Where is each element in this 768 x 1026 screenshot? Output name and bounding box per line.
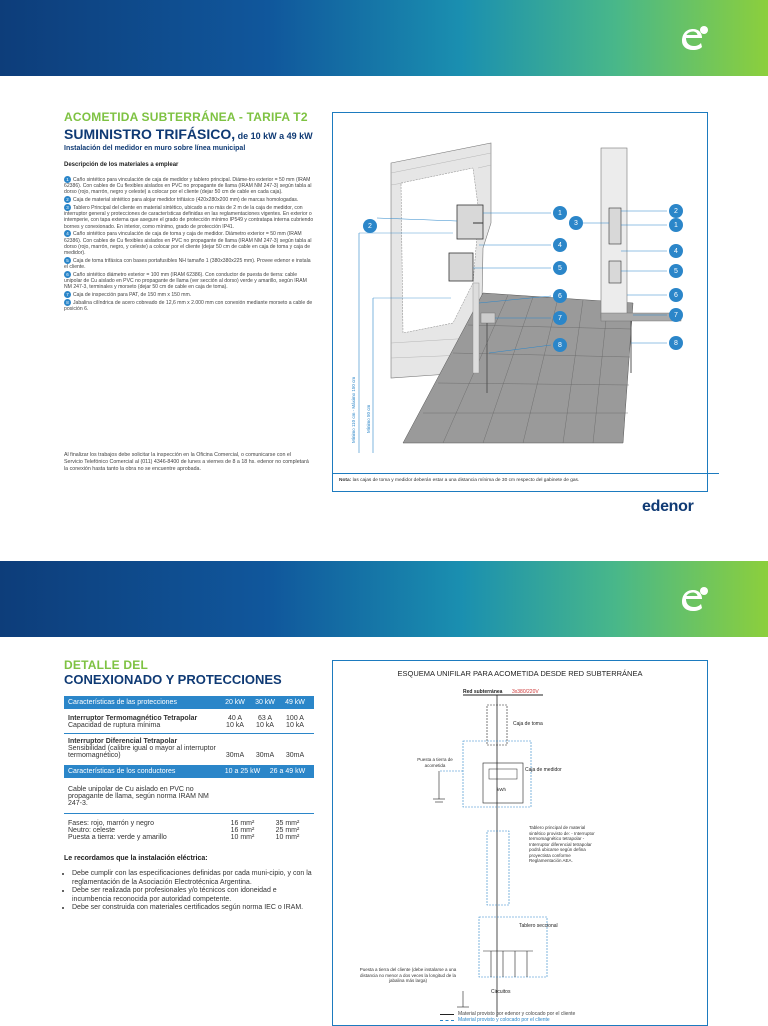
- dim-min-label: Mínimo 50 cm: [366, 404, 371, 433]
- header-band-2: [0, 561, 768, 637]
- callout-badge: 8: [669, 336, 683, 350]
- reminder-list: [64, 870, 314, 913]
- item-text: Caja de material sintético para alojar medidor trifásico (420x280x200 mm) de marcas homologadas.: [73, 197, 299, 204]
- item-number-badge: 5: [64, 257, 71, 264]
- list-item: [64, 196, 314, 203]
- callout-badge: 5: [669, 264, 683, 278]
- footer-brand: edenor: [642, 498, 694, 515]
- protections-table: [64, 696, 314, 913]
- table-row: Neutro: celeste 16 mm² 25 mm²: [68, 827, 300, 834]
- schema-legend: Material provisto por edenor y colocado por el cliente Material provisto y colocado por el cliente: [440, 1011, 700, 1023]
- final-notice: Al finalizar los trabajos debe solicitar la inspección en la Oficina Comercial, o comunicarse con el Servicio Telefónico Comercial al (011) 4346-8400 de lunes a viernes de 8 a 18 hs. edenor no completará la conexión hasta tanto la obra no se encuentre aprobada.: [64, 452, 309, 472]
- item-number-badge: 6: [64, 271, 71, 278]
- callout-badge: 6: [669, 288, 683, 302]
- schema-tablero-seccional: Tablero seccional: [519, 923, 558, 929]
- callout-badge: 8: [553, 338, 567, 352]
- item-number-badge: 8: [64, 299, 71, 306]
- item-text: Caño sintético diámetro exterior = 100 mm (IRAM 62386). Con conductor de puesta de tierra: cable unipolar de Cu aislado en PVC no propagante de llama (ver sección al dorso) verde y amarillo, según IRAM NM 247-3, terminales y morseto (dejar 50 cm de cable en caja de toma).: [64, 271, 307, 291]
- page2-heading-main: CONEXIONADO Y PROTECCIONES: [64, 672, 282, 687]
- item-text: Tablero Principal del cliente en material sintético, ubicado a no más de 2 m de la caja de medidor, con interruptor general y protecciones de características definidas en las reglamentaciones vigentes. En exterior o intemperie, con tapa externa que asegure el grado de protección mínimo IP549 y contratapa interna cubriendo bornes y conexionado. En interior, como mínimo, grado de protección IP41.: [64, 204, 314, 230]
- page1-heading-main: SUMINISTRO TRIFÁSICO, de 10 kW a 49 kW: [64, 126, 313, 142]
- callout-badge: 1: [669, 218, 683, 232]
- schema-puesta-cliente: Puesta a tierra del cliente (debe instalarse a una distancia no menor a dos veces la longitud de la jabalina más larga): [359, 967, 457, 983]
- callout-badge: 4: [553, 238, 567, 252]
- page2-heading-green: DETALLE DEL: [64, 658, 148, 672]
- materials-title: Descripción de los materiales a emplear: [64, 162, 179, 168]
- schema-caja-medidor: Caja de medidor: [525, 767, 562, 773]
- list-item: [64, 291, 314, 298]
- schema-red-spec: 3x380/220V: [512, 689, 539, 695]
- list-item: [64, 257, 314, 270]
- table-row: Fases: rojo, marrón y negro 16 mm² 35 mm²: [68, 820, 300, 827]
- item-text: Caño sintético para vinculación de caja de medidor y tablero principal. Diáme-tro exterior = 50 mm (IRAM 62386). Con cables de Cu flexibles aislados en PVC no propagante de llama (IRAM NM 247-3) según tabla al dorso (rojo, marrón, negro y celeste) a colocar por el cliente (dejar 50 cm de cable en cada caja).: [64, 176, 312, 196]
- item-text: Caja de toma trifásica con bases portafusibles NH tamaño 1 (380x380x225 mm). Provee edenor e instala el cliente.: [64, 257, 311, 271]
- conductors-header: Características de los conductores 10 a 25 kW 26 a 49 kW: [64, 765, 314, 778]
- callout-badge: 5: [553, 261, 567, 275]
- edenor-e-icon: [676, 22, 710, 56]
- item-text: Caño sintético para vinculación de caja de toma y caja de medidor. Diámetro exterior = 50 mm (IRAM 62386). Con cables de Cu flexibles aislados en PVC no propagante de llama (IRAM NM 247-3) según tabla al dorso (rojo, marrón, negro, y celeste) a colocar por el cliente (dejar 50 cm de cable en caja de toma y caja de medidor).: [64, 231, 312, 257]
- list-item: [64, 204, 314, 230]
- callout-badge: 7: [669, 308, 683, 322]
- protections-header: Características de las protecciones 20 kW 30 kW 49 kW: [64, 696, 314, 709]
- list-item: [64, 176, 314, 196]
- table-row: Interruptor Termomagnético Tetrapolar Capacidad de ruptura mínima 40 A 10 kA 63 A 10 kA 100 A 10 kA: [64, 709, 314, 734]
- list-item: • Debe cumplir con las especificaciones definidas por cada muni-cipio, y con la reglamentación de la Asociación Electrotécnica Argentina.: [72, 870, 314, 887]
- list-item: • Debe ser construida con materiales certificados según norma IEC o IRAM.: [72, 904, 314, 913]
- item-number-badge: 2: [64, 196, 71, 203]
- schema-caja-toma: Caja de toma: [513, 721, 543, 727]
- list-item: [64, 230, 314, 256]
- callout-badge: 2: [669, 204, 683, 218]
- conductors-desc: Cable unipolar de Cu aislado en PVC no propagante de llama, según norma IRAM NM 247-3.: [64, 778, 314, 814]
- reminder-title: Le recordamos que la instalación eléctrica:: [64, 855, 208, 862]
- callout-badge: 6: [553, 289, 567, 303]
- page1-subheading: Instalación del medidor en muro sobre línea municipal: [64, 145, 246, 152]
- item-number-badge: 1: [64, 176, 71, 183]
- callout-badge: 7: [553, 311, 567, 325]
- table-row: Puesta a tierra: verde y amarillo 10 mm² 10 mm²: [68, 834, 300, 841]
- list-item: [64, 271, 314, 291]
- list-item: [64, 299, 314, 312]
- header-band-1: [0, 0, 768, 76]
- dim-min-max-label: Mínimo 110 cm - Máximo 150 cm: [351, 376, 356, 443]
- installation-diagram: [332, 112, 708, 492]
- schema-red-label: Red subterránea: [463, 689, 503, 695]
- callout-badge: 3: [569, 216, 583, 230]
- conductors-rows: [64, 814, 314, 847]
- item-text: Caja de inspección para PAT, de 150 mm x 150 mm.: [73, 291, 192, 298]
- callout-badge: 2: [363, 219, 377, 233]
- callout-badge: 1: [553, 206, 567, 220]
- item-text: Jabalina cilíndrica de acero cobreado de 12,6 mm x 2.000 mm con conexión mediante morseto a cable de posición 6.: [64, 299, 313, 312]
- item-number-badge: 3: [64, 204, 71, 211]
- schema-tablero-principal: Tablero principal de material sintético provisto de: - Interruptor termomagnético tetrapolar - Interruptor diferencial tetrapolar podrá ubicarse según defina proyectista conforme Reglamentación AEA.: [529, 825, 595, 863]
- diagram-note: Nota: las cajas de toma y medidor deberán estar a una distancia mínima de 30 cm respecto del gabinete de gas.: [333, 473, 719, 487]
- edenor-e-icon: [676, 583, 710, 617]
- page1-heading-green: ACOMETIDA SUBTERRÁNEA - TARIFA T2: [64, 110, 308, 124]
- table-row: Interruptor Diferencial Tetrapolar Sensibilidad (calibre igual o mayor al interruptor termomagnético) 30mA 30mA 30mA: [68, 738, 305, 759]
- installation-drawing: [333, 113, 707, 491]
- schema-title: ESQUEMA UNIFILAR PARA ACOMETIDA DESDE RED SUBTERRÁNEA: [397, 669, 643, 678]
- schema-circuitos: Circuitos: [491, 989, 511, 995]
- list-item: • Debe ser realizada por profesionales y/o técnicos con idoneidad e incumbencia reconocida por autoridad competente.: [72, 887, 314, 904]
- single-line-schema: [332, 660, 708, 1026]
- callout-badge: 4: [669, 244, 683, 258]
- materials-list: [64, 176, 314, 312]
- item-number-badge: 7: [64, 291, 71, 298]
- schema-puesta-tierra: Puesta a tierra de acometida: [417, 757, 453, 768]
- item-number-badge: 4: [64, 230, 71, 237]
- schema-meter-label: kWh: [497, 787, 506, 792]
